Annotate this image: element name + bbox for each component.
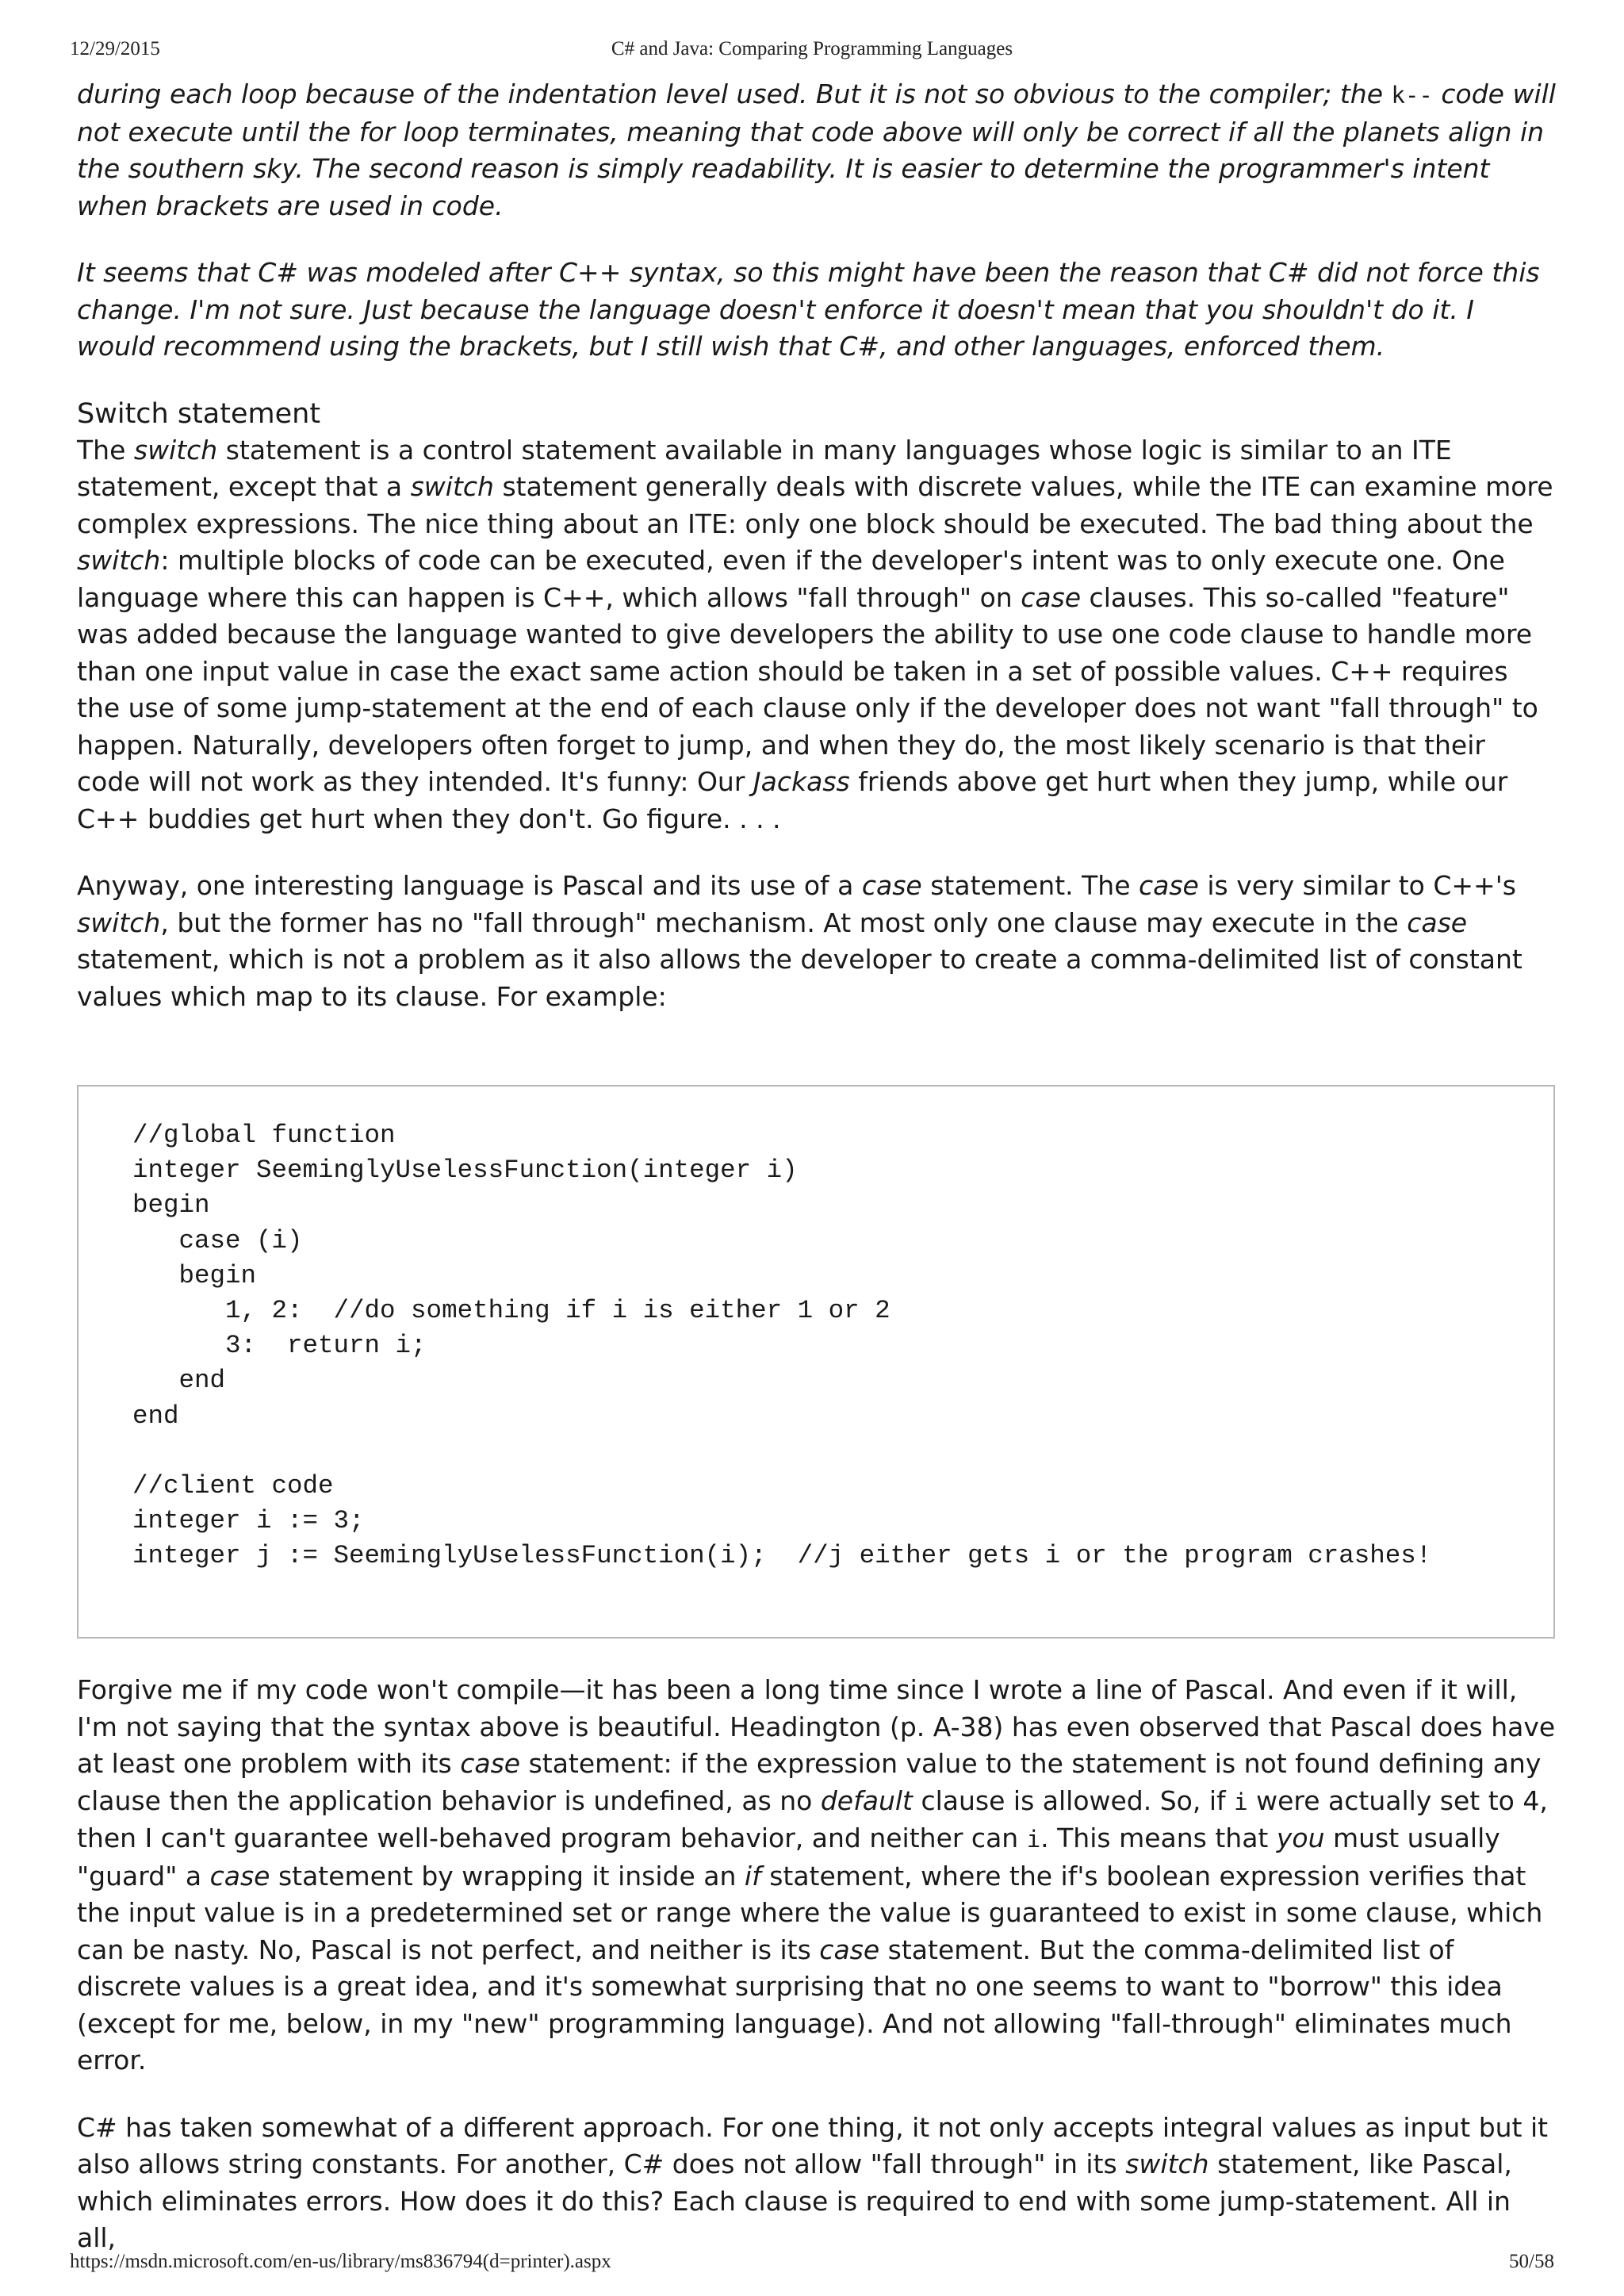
print-footer	[70, 2251, 1554, 2279]
page-title: C# and Java: Comparing Programming Languages	[611, 38, 1013, 59]
section-heading-switch: Switch statement	[77, 397, 321, 430]
print-date: 12/29/2015	[70, 38, 160, 59]
article-body	[77, 76, 1557, 2287]
print-header	[70, 38, 1554, 67]
paragraph-brackets-reasons: during each loop because of the indentation level used. But it is not so obvious to the compiler; the k-- code will not execute until the for loop terminates, meaning that code above will only be correct if all the planets align in the southern sky. The second reason is simply readability. It is easier to determine the programmer's intent when brackets are used in code.	[77, 79, 1556, 221]
inline-code-i: i	[1026, 1826, 1041, 1853]
code-sample-box	[77, 1085, 1555, 1639]
paragraph-csharp-switch: C# has taken somewhat of a different approach. For one thing, it not only accepts integral values as input but it also allows string constants. For another, C# does not allow "fall through" in its switch statement, like Pascal, which eliminates errors. How does it do this? Each clause is required to end with some jump-statement. All in all,	[77, 2111, 1549, 2253]
paragraph-switch-intro: The switch statement is a control statement available in many languages whose logic is similar to an ITE statement, except that a switch statement generally deals with discrete values, while the ITE can examine more complex expressions. The nice thing about an ITE: only one block should be executed. The bad thing about the switch: multiple blocks of code can be executed, even if the developer's intent was to only execute one. One language where this can happen is C++, which allows "fall through" on case clauses. This so-called "feature" was added because the language wanted to give developers the ability to use one code clause to handle more than one input value in case the exact same action should be taken in a set of possible values. C++ requires the use of some jump-statement at the end of each clause only if the developer does not want "fall through" to happen. Naturally, developers often forget to jump, and when they do, the most likely scenario is that their code will not work as they intended. It's funny: Our Jackass friends above get hurt when they jump, while our C++ buddies get hurt when they don't. Go figure. . . .	[77, 434, 1553, 834]
code-sample-pascal: //global function integer SeeminglyUselessFunction(integer i) begin case (i) begin 1, 2: //do something if i is either 1 or 2 3: return i; end end //client code integer i := 3; integer j := SeeminglyUselessFunction(i); //j either gets i or the program crashes!	[132, 1121, 1432, 1571]
paragraph-pascal-critique: Forgive me if my code won't compile—it has been a long time since I wrote a line of Pascal. And even if it will, I'm not saying that the syntax above is beautiful. Headington (p. A-38) has even observed that Pascal does have at least one problem with its case statement: if the expression value to the statement is not found defining any clause then the application behavior is undefined, as no default clause is allowed. So, if i were actually set to 4, then I can't guarantee well-behaved program behavior, and neither can i. This means that you must usually "guard" a case statement by wrapping it inside an if statement, where the if's boolean expression verifies that the input value is in a predetermined set or range where the value is guaranteed to exist in some clause, which can be nasty. No, Pascal is not perfect, and neither is its case statement. But the comma-delimited list of discrete values is a great idea, and it's somewhat surprising that no one seems to want to "borrow" this idea (except for me, below, in my "new" programming language). And not allowing "fall-through" eliminates much error.	[77, 1674, 1556, 2076]
inline-code-decrement: k--	[1391, 82, 1433, 109]
paragraph-pascal-case: Anyway, one interesting language is Pascal and its use of a case statement. The case is very similar to C++'s switch, but the former has no "fall through" mechanism. At most only one clause may execute in the case statement, which is not a problem as it also allows the developer to create a comma-delimited list of constant values which map to its clause. For example:	[77, 870, 1522, 1012]
paragraph-csharp-cpp-syntax: It seems that C# was modeled after C++ syntax, so this might have been the reason that C# did not force this change. I'm not sure. Just because the language doesn't enforce it doesn't mean that you shouldn't do it. I would recommend using the brackets, but I still wish that C#, and other languages, enforced them.	[77, 257, 1540, 362]
page-url: https://msdn.microsoft.com/en-us/library/ms836794(d=printer).aspx	[70, 2251, 611, 2272]
inline-code-i: i	[1234, 1788, 1248, 1815]
page-number: 50/58	[1509, 2251, 1554, 2272]
